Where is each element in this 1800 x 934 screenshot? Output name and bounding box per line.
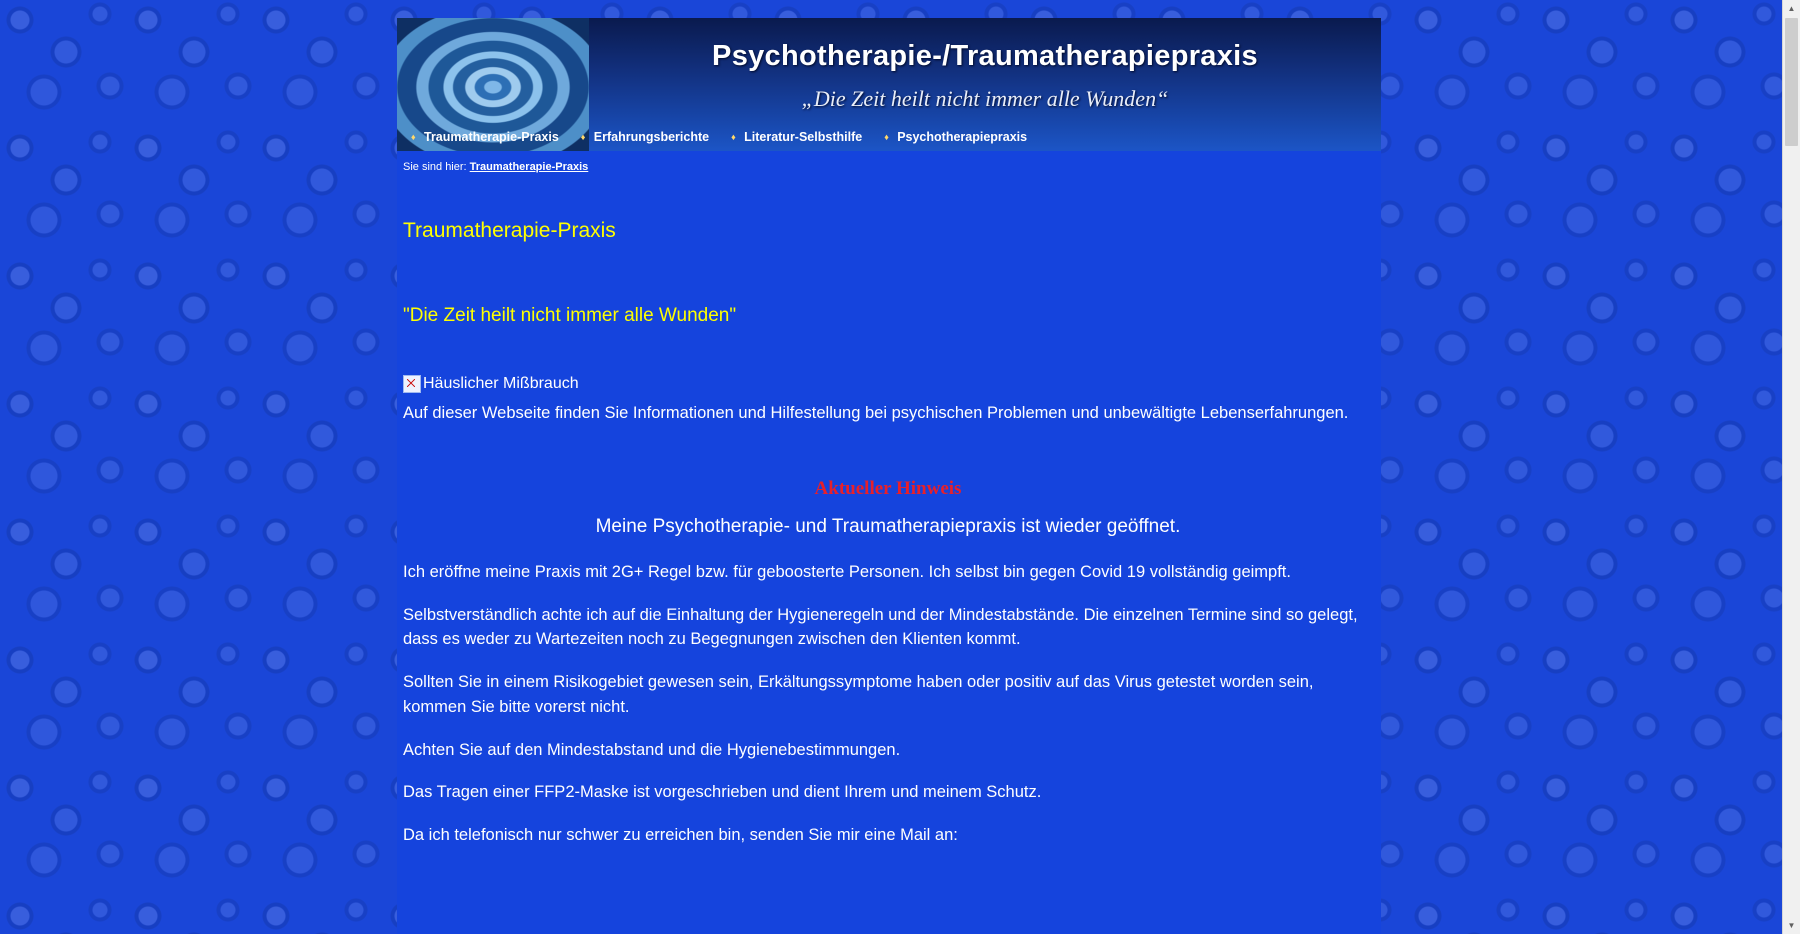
nav-item-label: Literatur-Selbsthilfe (744, 130, 863, 144)
bullet-icon: ♦ (884, 131, 889, 142)
broken-image-placeholder (403, 375, 1373, 393)
notice-paragraph-6: Da ich telefonisch nur schwer zu erreichen bin, senden Sie mir eine Mail an: (403, 826, 958, 844)
main-navigation (397, 127, 1381, 147)
notice-title: Aktueller Hinweis (814, 477, 962, 499)
notice-paragraph-4: Achten Sie auf den Mindestabstand und die Hygienebestimmungen. (403, 740, 901, 759)
broken-image-alt-text: Häuslicher Mißbrauch (423, 375, 579, 392)
site-subtitle: „Die Zeit heilt nicht immer alle Wunden“ (801, 86, 1169, 111)
page-quote: "Die Zeit heilt nicht immer alle Wunden" (403, 305, 737, 326)
notice-paragraph-1: Ich eröffne meine Praxis mit 2G+ Regel bzw. für geboosterte Personen. Ich selbst bin gegen Covid 19 vollständig geimpft. (403, 562, 1291, 581)
page-title: Traumatherapie-Praxis (403, 219, 616, 242)
main-content (397, 219, 1381, 906)
vertical-scrollbar[interactable] (1782, 0, 1800, 934)
nav-item-erfahrungsberichte[interactable] (581, 130, 723, 144)
nav-item-label: Erfahrungsberichte (593, 130, 710, 144)
nav-item-literatur-selbsthilfe[interactable] (731, 130, 876, 144)
nav-item-label: Psychotherapiepraxis (897, 130, 1028, 144)
site-header (397, 18, 1381, 151)
scrollbar-thumb[interactable] (1785, 18, 1798, 146)
scroll-up-arrow-icon[interactable]: ▲ (1783, 0, 1800, 17)
notice-paragraph-5: Das Tragen einer FFP2-Maske ist vorgeschrieben und dient Ihrem und meinem Schutz. (403, 783, 1042, 802)
bullet-icon: ♦ (411, 131, 416, 142)
notice-lead: Meine Psychotherapie- und Traumatherapiepraxis ist wieder geöffnet. (595, 515, 1181, 537)
notice-paragraph-2: Selbstverständlich achte ich auf die Einhaltung der Hygieneregeln und der Mindestabstände. Die einzelnen Termine sind so gelegt, dass es weder zu Wartezeiten noch zu Begegnungen zwischen den Klienten kommt. (403, 605, 1358, 649)
breadcrumb (397, 151, 1381, 173)
broken-image-icon (403, 375, 421, 393)
site-title: Psychotherapie-/Traumatherapiepraxis (712, 40, 1258, 72)
notice-paragraph-3: Sollten Sie in einem Risikogebiet gewesen sein, Erkältungssymptome haben oder positiv auf das Virus getestet worden sein, kommen Sie bitte vorerst nicht. (403, 673, 1314, 716)
nav-item-label: Traumatherapie-Praxis (424, 130, 559, 144)
nav-item-traumatherapie-praxis[interactable] (411, 130, 573, 144)
breadcrumb-current-link[interactable]: Traumatherapie-Praxis (469, 161, 589, 173)
bullet-icon: ♦ (580, 131, 586, 142)
intro-paragraph: Auf dieser Webseite finden Sie Informationen und Hilfestellung bei psychischen Problemen und unbewältigte Lebenserfahrungen. (403, 404, 1349, 422)
scroll-down-arrow-icon[interactable]: ▼ (1783, 917, 1800, 934)
bullet-icon: ♦ (731, 131, 736, 142)
nav-item-psychotherapiepraxis[interactable] (884, 130, 1041, 144)
breadcrumb-prefix: Sie sind hier: (403, 161, 467, 173)
page-content-column (397, 18, 1381, 934)
